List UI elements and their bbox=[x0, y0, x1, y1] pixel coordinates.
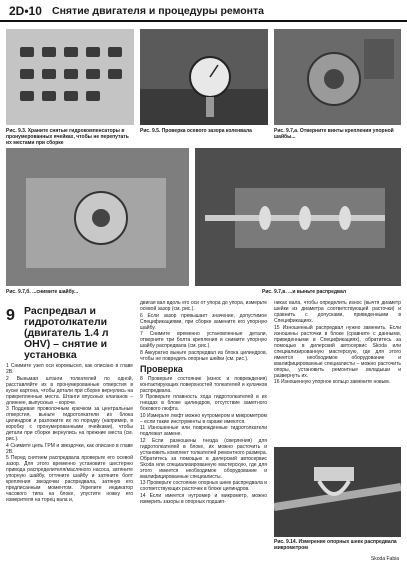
section-title: Распредвал и гидротолкатели (двигатель 1.4 л OHV) – снятие и установка bbox=[24, 305, 109, 361]
paragraph: 4 Снимите цепь ГРМ и звездочки, как описано в главе 2В. bbox=[6, 442, 133, 455]
paragraph: 15 Изношенный распредвал нужно заменить. Если изношены расточки в блоке (сравните с данными, приведенными в Спецификациях), обратитесь за помощью в дилерский автосервис Skoda или специализированную мастерскую, где для этого имеется необходимое оборудование и квалифицированные специалисты – можно расточить опоры, установить ремонтные вкладыши и развернуть их. bbox=[274, 324, 401, 379]
photo-fig-9-7b bbox=[6, 148, 189, 286]
paragraph: 3 Поддевая проволочным крючком за центральные отверстия, выньте гидротолкатели из блока цилиндров и разложите их по порядку (например, в коробку с пронумерованными ячейками), чтобы детали при сборке вернулись на прежние места (см. рис.). bbox=[6, 406, 133, 442]
paragraph: 2 Выньмая штанги толкателей по одной, расставляйте их в пронумерованные отверстия в куске картона, чтобы детали при сборке вернулись на прикрепленные места. Штанги впускных клапанов – длиннее, выпускных – короче. bbox=[6, 375, 133, 406]
paragraph: 9 Проверьте плавность хода гидротолкателей в их гнездах в блоке цилиндров, отсутствие заметного бокового люфта. bbox=[140, 394, 267, 412]
followers-image bbox=[6, 29, 134, 125]
photo-fig-9-7a bbox=[274, 29, 401, 125]
caption-fig-9-7a: Рис. 9.7,а. Отверните винты крепления упорной шайбы... bbox=[274, 128, 394, 140]
page-number: 2D•10 bbox=[9, 4, 42, 18]
dial-gauge-image bbox=[140, 29, 268, 125]
page-title: Снятие двигателя и процедуры ремонта bbox=[52, 5, 264, 17]
section-number: 9 bbox=[6, 307, 15, 324]
paragraph: 5 Перед снятием распредвала проверьте его осевой зазор. Для этого временно установите шестерню привода распределителя/масляного насоса, затяните упорную шайбу, оттяните шайбу и затяните болт крепления звездочки распредвала, затянув его предписанным моментом. Укрепите индикатор часового типа на блоке, упустите ножку его измерителя на торец вала и, bbox=[6, 455, 133, 503]
paragraph: 16 Изношенную упорное кольцо замените новым. bbox=[274, 379, 391, 385]
micrometer-image bbox=[274, 447, 401, 537]
paragraph: 11 Изношенные или поврежденные гидротолкатели подлежат замене. bbox=[140, 425, 267, 437]
paragraph: 13 Проверьте состояние опорных шеек распредвала и соответствующих расточек в блоке цилиндров. bbox=[140, 480, 268, 492]
paragraph: никах вала, чтобы определить износ (вычтя диаметр шейки из диаметра соответствующей расточки) и сравнить с допусками, приведенными в Спецификациях. bbox=[274, 300, 401, 324]
subheading-check: Проверка bbox=[140, 363, 183, 374]
text-column-2 bbox=[140, 300, 267, 505]
photo-fig-9-3 bbox=[6, 29, 134, 125]
paragraph: 6 Если зазор превышает значение, допустимое Спецификациями, при сборке замените его упорную шайбу. bbox=[140, 312, 267, 331]
photo-fig-9-7c bbox=[195, 148, 401, 286]
header-rule bbox=[0, 20, 407, 22]
caption-fig-9-5: Рис. 9.5. Проверка осевого зазора коленвала bbox=[140, 128, 252, 134]
text-column-3 bbox=[274, 300, 401, 386]
paragraph: 1 Снимите узел оси коромысел, как описано в главе 2В. bbox=[6, 363, 133, 375]
footer-model: Skoda Fabia bbox=[370, 556, 399, 562]
thrust-washer-removal-image bbox=[6, 148, 189, 286]
paragraph: 7 Снимите временно установленные детали, отверните три болта крепления и снимите упорную шайбу распредвала (см. рис.). bbox=[140, 331, 267, 349]
caption-fig-9-7c: Рис. 9.7,в. ...и выньте распредвал bbox=[262, 289, 347, 295]
camshaft-removal-image bbox=[195, 148, 401, 286]
caption-fig-9-3: Рис. 9.3. Храните снятые гидрокомпенсаторы в пронумерованных ячейках, чтобы не перепутать их местами при сборке bbox=[6, 128, 129, 146]
photo-fig-9-14 bbox=[274, 447, 401, 537]
text-column-1 bbox=[6, 363, 133, 504]
paragraph: 8 Проверьте состояние (износ и повреждения) контактирующих поверхностей толкателей и кулачков распредвала. bbox=[140, 375, 267, 394]
caption-fig-9-7b: Рис. 9.7,б. ...снимите шайбу... bbox=[6, 289, 79, 295]
caption-fig-9-14: Рис. 9.14. Измерение опорных шеек распредвала микрометром bbox=[274, 539, 397, 551]
paragraph: 14 Если имеется нутромер и микрометр, можно измерить зазоры в опорных подшип- bbox=[140, 492, 267, 505]
paragraph: двигая вал вдоль его оси от упора до упора, измерьте осевой зазор (см. рис.). bbox=[140, 300, 267, 312]
thrust-plate-bolts-image bbox=[274, 29, 401, 125]
paragraph: 12 Если разношены гнезда (сверления) для гидротолкателей в блоке, их можно расточить и установить комплект толкателей ремонтного размера. Обратитесь за помощью в дилерский автосервис Skoda или специализированную мастерскую, где для этого имеется необходимое оборудование и квалифицированные специалисты. bbox=[140, 437, 267, 480]
paragraph: 8 Аккуратно выньте распредвал из блока цилиндров, чтобы не повредить опорные шейки (см. рис.). bbox=[140, 349, 267, 362]
page-header bbox=[0, 0, 407, 22]
photo-fig-9-5 bbox=[140, 29, 268, 125]
paragraph: 10 Измерьте люфт можно нутромером и микрометром – если такие инструменты в гараже имеются. bbox=[140, 412, 267, 425]
